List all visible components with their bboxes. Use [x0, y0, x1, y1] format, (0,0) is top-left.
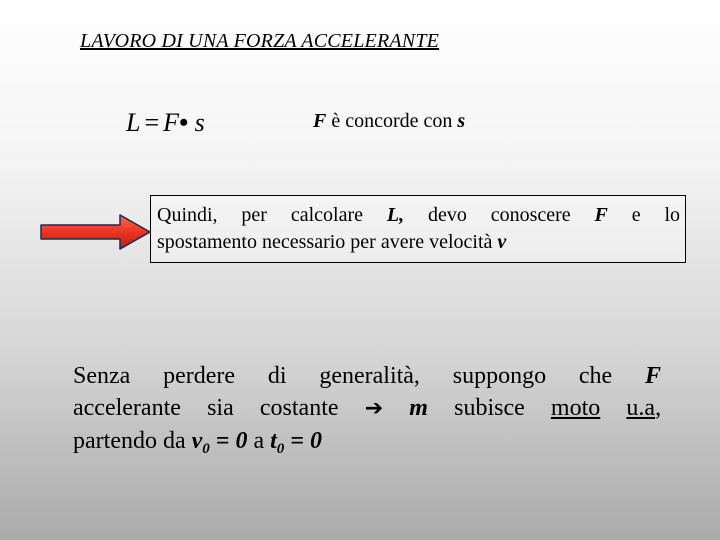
callout-box — [150, 195, 686, 263]
note-F: F — [313, 110, 327, 132]
para-word: di — [267, 363, 287, 389]
note-s: s — [457, 110, 466, 132]
para-word: moto — [550, 395, 601, 421]
para-word: sia — [207, 395, 234, 421]
para-var-v: v — [191, 428, 203, 454]
para-text: a — [247, 428, 271, 454]
para-word: accelerante — [73, 395, 181, 421]
para-word: F — [644, 363, 661, 389]
formula-equals: = — [144, 108, 160, 137]
para-sub: 0 — [276, 441, 285, 457]
para-word: generalità, — [319, 363, 420, 389]
box-word: devo — [427, 204, 467, 226]
note-text: è concorde con — [326, 110, 458, 132]
box-word: lo — [664, 204, 681, 226]
formula-s: s — [194, 108, 205, 137]
formula-L: L — [126, 108, 141, 137]
para-word — [626, 395, 661, 421]
para-word: costante — [259, 395, 339, 421]
box-line2-var: v — [497, 231, 507, 253]
formula-dot: • — [179, 108, 189, 137]
box-word: e — [631, 204, 641, 226]
para-eq: = 0 — [209, 428, 248, 454]
para-text: partendo da — [73, 428, 192, 454]
para-ua: u.a — [626, 395, 656, 421]
box-word: per — [241, 204, 267, 226]
para-line-2 — [73, 392, 661, 425]
work-formula — [126, 108, 205, 138]
para-word: perdere — [163, 363, 236, 389]
box-word: F — [594, 204, 608, 226]
para-comma: , — [655, 395, 662, 421]
formula-F: F — [163, 108, 180, 137]
main-paragraph — [73, 360, 661, 465]
box-word: Quindi, — [157, 204, 218, 226]
implies-arrow-icon: ➔ — [364, 396, 384, 421]
para-line-3 — [73, 425, 661, 465]
para-line-1 — [73, 360, 661, 392]
right-arrow-icon — [40, 212, 152, 252]
box-word: conoscere — [490, 204, 571, 226]
box-word: calcolare — [290, 204, 363, 226]
box-line-2 — [157, 229, 680, 256]
box-line2-text: spostamento necessario per avere velocità — [157, 231, 498, 253]
para-word: suppongo — [452, 363, 547, 389]
para-word: subisce — [454, 395, 525, 421]
slide-title: LAVORO DI UNA FORZA ACCELERANTE — [80, 30, 440, 52]
para-word: m — [409, 395, 428, 421]
force-direction-note — [313, 110, 465, 133]
box-line-1 — [157, 202, 680, 229]
para-var-t: t — [270, 428, 277, 454]
para-word: Senza — [73, 363, 131, 389]
para-word: che — [578, 363, 613, 389]
box-word: L, — [386, 204, 405, 226]
para-eq: = 0 — [284, 428, 322, 454]
para-sub: 0 — [202, 441, 210, 457]
